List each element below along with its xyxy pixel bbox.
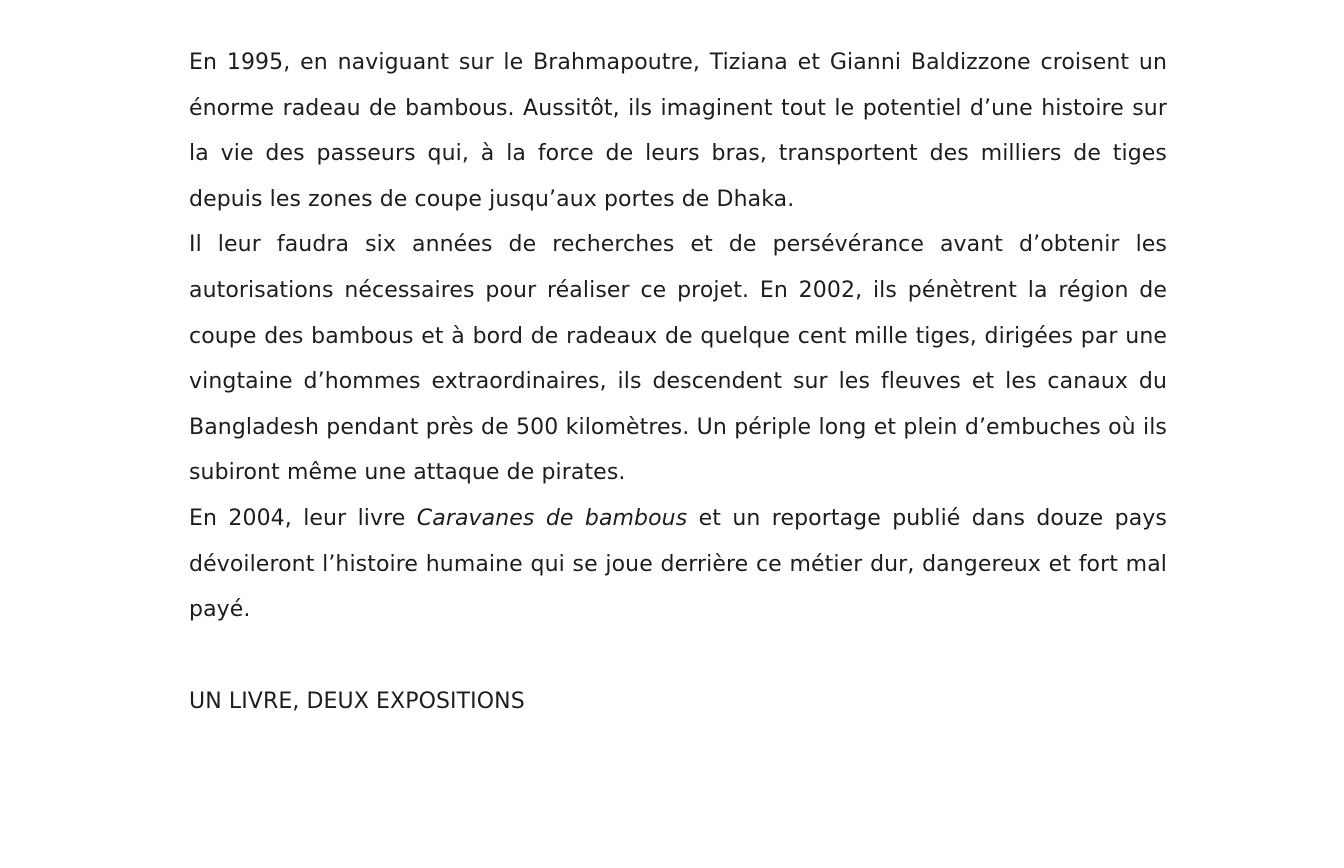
section-heading: UN LIVRE, DEUX EXPOSITIONS <box>189 688 525 714</box>
book-title: Caravanes de bambous <box>416 505 688 531</box>
article-body <box>189 40 1167 724</box>
paragraph-book-text-start: En 2004, leur livre <box>189 505 417 531</box>
paragraph-brahmapoutre: En 1995, en naviguant sur le Brahmapoutre, Tiziana et Gianni Baldizzone croisent un énorme radeau de bambous. Aussitôt, ils imaginent tout le potentiel d’une histoire sur la vie des passeurs qui, à la force de leurs bras, transportent des milliers de tiges depuis les zones de coupe jusqu’aux portes de Dhaka. <box>189 50 1167 212</box>
paragraph-book <box>189 496 1167 633</box>
paragraph-book-text-end: et un reportage publié dans douze pays dévoileront l’histoire humaine qui se joue derrière ce métier dur, dangereux et fort mal payé. <box>189 505 1167 623</box>
paragraph-expedition: Il leur faudra six années de recherches et de persévérance avant d’obtenir les autorisations nécessaires pour réaliser ce projet. En 2002, ils pénètrent la région de coupe des bambous et à bord de radeaux de quelque cent mille tiges, dirigées par une vingtaine d’hommes extraordinaires, ils descendent sur les fleuves et les canaux du Bangladesh pendant près de 500 kilomètres. Un périple long et plein d’embuches où ils subiront même une attaque de pirates. <box>189 232 1167 486</box>
